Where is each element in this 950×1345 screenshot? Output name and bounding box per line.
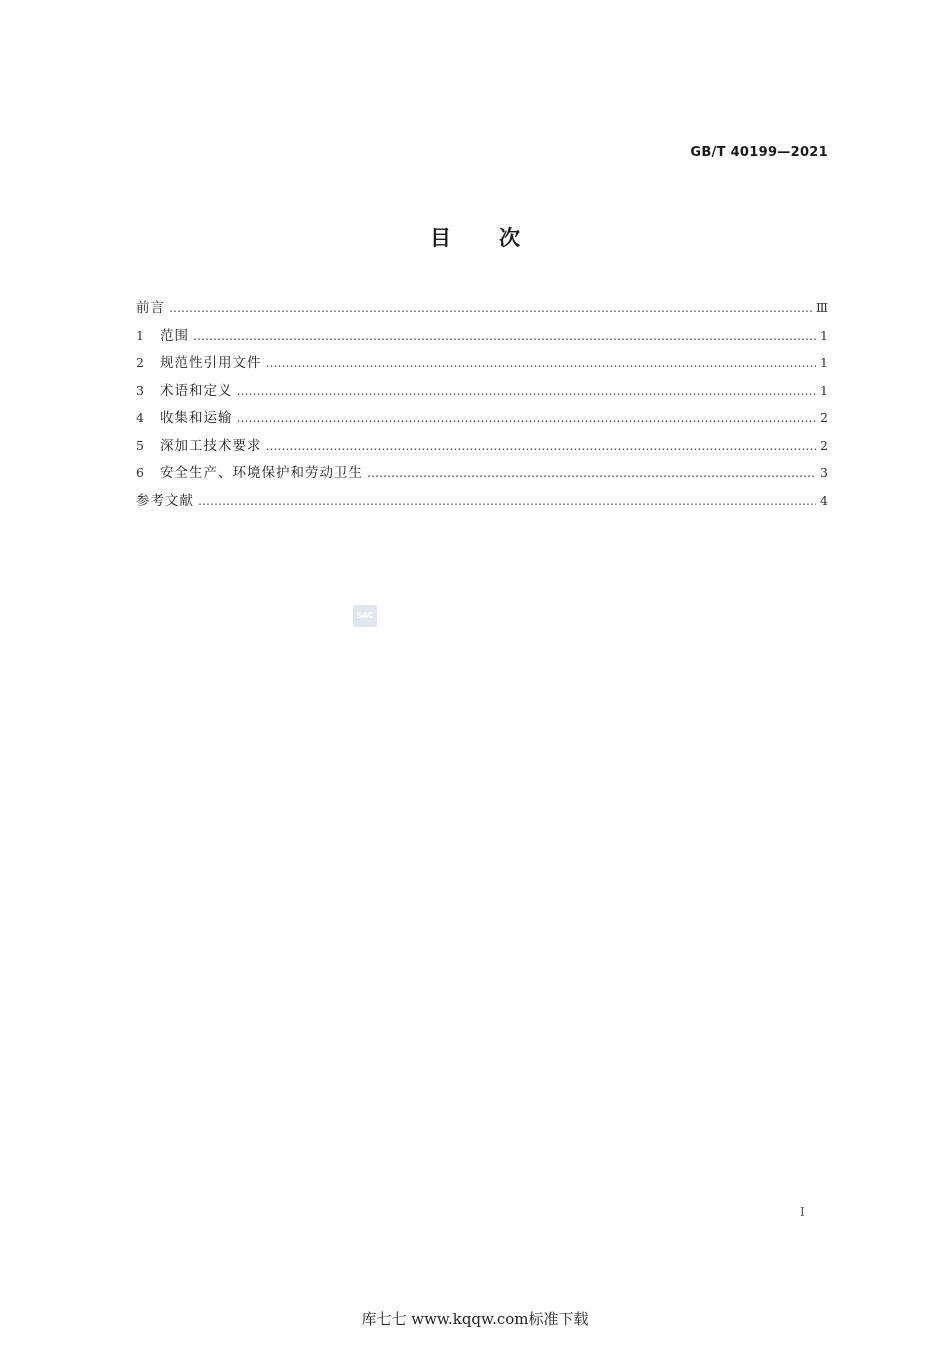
toc-entry-number: 4 xyxy=(136,410,145,425)
toc-entry-text: 术语和定义 xyxy=(160,382,233,399)
sac-logo-icon: SAC xyxy=(353,605,377,627)
toc-entry-page: Ⅲ xyxy=(815,300,828,315)
toc-entry-number: 2 xyxy=(136,355,145,370)
toc-entry-normative-references[interactable] xyxy=(136,351,828,379)
toc-entry-foreword[interactable] xyxy=(136,296,828,324)
toc-leader-dots xyxy=(266,439,817,453)
toc-entry-text: 安全生产、环境保护和劳动卫生 xyxy=(160,465,363,481)
toc-entry-scope[interactable] xyxy=(136,324,828,352)
toc-entry-text: 规范性引用文件 xyxy=(160,355,262,371)
toc-entry-processing[interactable] xyxy=(136,434,828,462)
toc-leader-dots xyxy=(367,466,816,480)
toc-entry-bibliography[interactable] xyxy=(136,489,828,517)
toc-entry-page: 3 xyxy=(820,465,828,480)
toc-entry-number: 5 xyxy=(136,437,145,453)
toc-leader-dots xyxy=(193,329,816,343)
toc-entry-text: 深加工技术要求 xyxy=(160,437,262,454)
toc-leader-dots xyxy=(237,411,817,425)
standard-code: GB/T 40199—2021 xyxy=(690,145,828,160)
toc-entry-text: 前言 xyxy=(136,300,165,316)
toc-entry-number: 1 xyxy=(136,327,145,343)
toc-entry-text: 收集和运输 xyxy=(160,410,233,426)
table-of-contents xyxy=(136,296,828,516)
toc-entry-page: 1 xyxy=(820,382,828,398)
toc-entry-page: 4 xyxy=(820,492,828,508)
toc-entry-safety[interactable] xyxy=(136,461,828,489)
toc-leader-dots xyxy=(266,356,817,370)
toc-leader-dots xyxy=(237,384,817,398)
page-number: I xyxy=(800,1205,805,1219)
toc-entry-terms[interactable] xyxy=(136,379,828,407)
toc-entry-collection[interactable] xyxy=(136,406,828,434)
toc-entry-text: 范围 xyxy=(160,327,189,344)
toc-entry-page: 2 xyxy=(820,437,828,453)
toc-entry-page: 2 xyxy=(820,410,828,425)
toc-entry-page: 1 xyxy=(820,327,828,343)
toc-entry-page: 1 xyxy=(820,355,828,370)
toc-entry-text: 参考文献 xyxy=(136,492,194,509)
toc-leader-dots xyxy=(169,301,812,315)
toc-entry-number: 6 xyxy=(136,465,145,480)
toc-entry-number: 3 xyxy=(136,382,145,398)
footer-text: 库七七 www.kqqw.com标准下载 xyxy=(361,1310,589,1328)
page-title: 目次 xyxy=(430,226,568,250)
toc-leader-dots xyxy=(198,494,816,508)
